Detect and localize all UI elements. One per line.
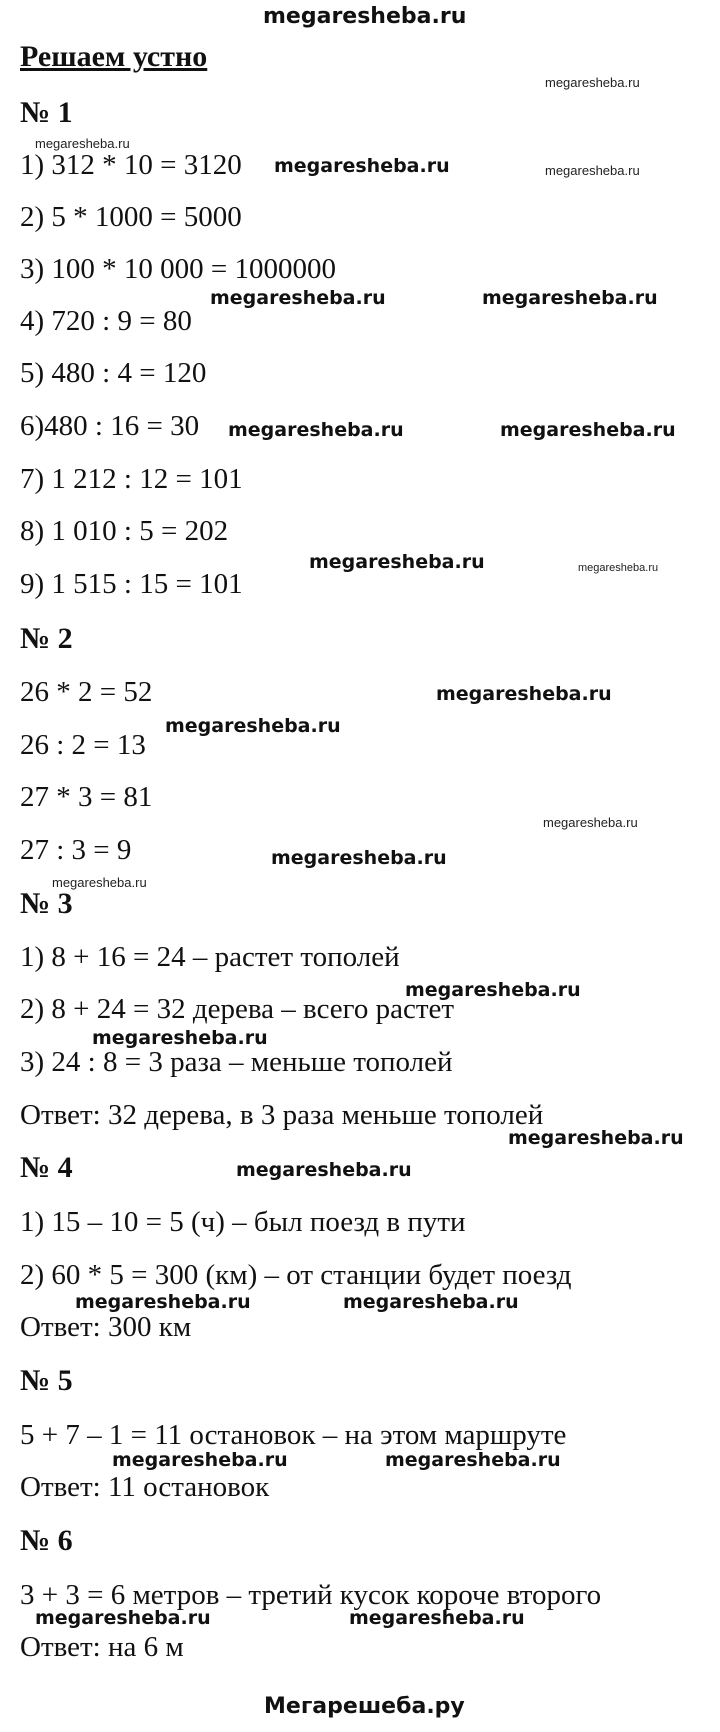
watermark-small: megaresheba.ru [578, 562, 659, 574]
section-1-line-5: 5) 480 : 4 = 120 [20, 357, 207, 389]
section-1-heading: № 1 [20, 96, 73, 129]
section-4-line-3: Ответ: 300 км [20, 1311, 192, 1343]
section-5-line-2: Ответ: 11 остановок [20, 1471, 270, 1503]
section-4-line-1: 1) 15 – 10 = 5 (ч) – был поезд в пути [20, 1206, 466, 1238]
footer-site-name: Мегарешеба.ру [264, 1694, 465, 1719]
header-site-name: megaresheba.ru [263, 4, 467, 29]
section-3-heading: № 3 [20, 887, 73, 920]
watermark: megaresheba.ru [210, 287, 386, 309]
watermark: megaresheba.ru [405, 979, 581, 1001]
watermark: megaresheba.ru [343, 1291, 519, 1313]
section-1-line-6: 6)480 : 16 = 30 [20, 410, 200, 442]
watermark: megaresheba.ru [75, 1291, 251, 1313]
section-2-line-4: 27 : 3 = 9 [20, 834, 132, 866]
section-2-line-1: 26 * 2 = 52 [20, 676, 153, 708]
section-3-line-2: 2) 8 + 24 = 32 дерева – всего растет [20, 993, 455, 1025]
watermark: megaresheba.ru [349, 1607, 525, 1629]
section-2-line-3: 27 * 3 = 81 [20, 781, 153, 813]
watermark: megaresheba.ru [482, 287, 658, 309]
watermark-small: megaresheba.ru [52, 875, 147, 890]
watermark: megaresheba.ru [271, 847, 447, 869]
watermark: megaresheba.ru [508, 1127, 684, 1149]
watermark: megaresheba.ru [274, 155, 450, 177]
watermark-small: megaresheba.ru [545, 163, 640, 178]
section-1-line-7: 7) 1 212 : 12 = 101 [20, 463, 243, 495]
section-1-line-1: 1) 312 * 10 = 3120 [20, 149, 242, 181]
watermark: megaresheba.ru [309, 551, 485, 573]
watermark-small: megaresheba.ru [545, 75, 640, 90]
watermark-small: megaresheba.ru [35, 136, 130, 151]
section-6-line-2: Ответ: на 6 м [20, 1631, 184, 1663]
watermark-small: megaresheba.ru [543, 815, 638, 830]
watermark: megaresheba.ru [436, 683, 612, 705]
section-1-line-3: 3) 100 * 10 000 = 1000000 [20, 253, 337, 285]
section-2-line-2: 26 : 2 = 13 [20, 729, 146, 761]
section-1-line-8: 8) 1 010 : 5 = 202 [20, 515, 229, 547]
watermark: megaresheba.ru [385, 1449, 561, 1471]
section-5-line-1: 5 + 7 – 1 = 11 остановок – на этом маршруте [20, 1419, 567, 1451]
section-6-heading: № 6 [20, 1524, 73, 1557]
section-2-heading: № 2 [20, 622, 73, 655]
watermark: megaresheba.ru [228, 419, 404, 441]
page-title: Решаем устно [20, 40, 208, 73]
watermark: megaresheba.ru [500, 419, 676, 441]
section-3-line-3: 3) 24 : 8 = 3 раза – меньше тополей [20, 1046, 453, 1078]
section-5-heading: № 5 [20, 1364, 73, 1397]
section-3-line-4: Ответ: 32 дерева, в 3 раза меньше тополей [20, 1099, 544, 1131]
section-4-heading: № 4 [20, 1151, 73, 1184]
watermark: megaresheba.ru [236, 1159, 412, 1181]
watermark: megaresheba.ru [35, 1607, 211, 1629]
section-4-line-2: 2) 60 * 5 = 300 (км) – от станции будет поезд [20, 1259, 572, 1291]
watermark: megaresheba.ru [92, 1027, 268, 1049]
section-1-line-2: 2) 5 * 1000 = 5000 [20, 201, 242, 233]
section-1-line-4: 4) 720 : 9 = 80 [20, 305, 192, 337]
watermark: megaresheba.ru [112, 1449, 288, 1471]
watermark: megaresheba.ru [165, 715, 341, 737]
section-1-line-9: 9) 1 515 : 15 = 101 [20, 568, 243, 600]
section-6-line-1: 3 + 3 = 6 метров – третий кусок короче второго [20, 1579, 602, 1611]
section-3-line-1: 1) 8 + 16 = 24 – растет тополей [20, 941, 400, 973]
